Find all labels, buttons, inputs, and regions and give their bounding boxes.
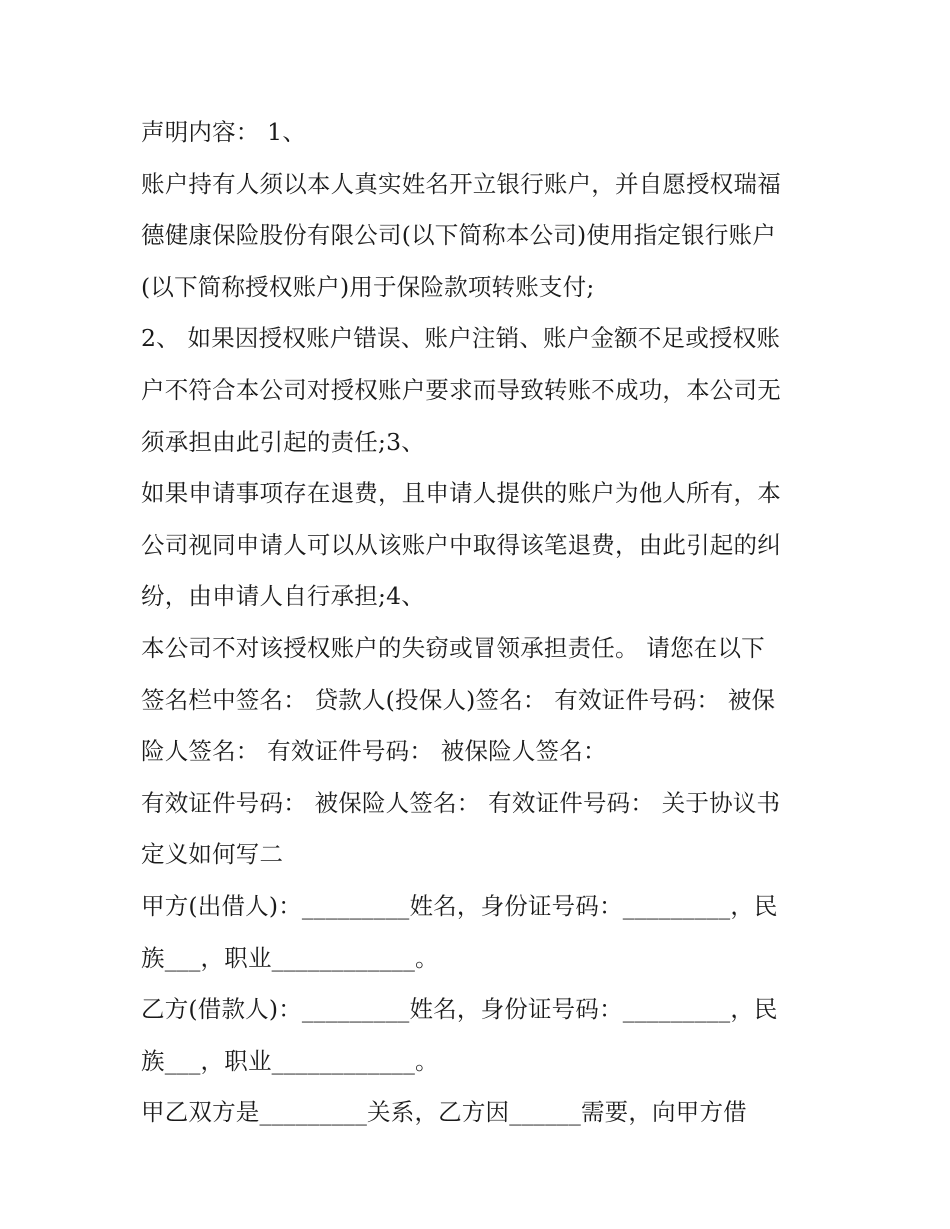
document-body [141,107,821,1139]
text-line: 2、 如果因授权账户错误、账户注销、账户金额不足或授权账 [141,324,781,353]
text-line: 户不符合本公司对授权账户要求而导致转账不成功，本公司无 [141,375,781,404]
text-line: 声明内容： 1、 [141,118,307,146]
text-line: 甲方(出借人)：_________姓名，身份证号码：_________，民 [141,891,778,920]
text-line: 定义如何写二 [141,840,284,869]
text-line: 须承担由此引起的责任;3、 [141,427,425,456]
text-line: 纷，由申请人自行承担;4、 [141,582,425,611]
text-line: 德健康保险股份有限公司(以下简称本公司)使用指定银行账户 [141,221,776,250]
text-line: (以下简称授权账户)用于保险款项转账支付; [141,272,595,301]
text-line: 甲乙双方是_________关系，乙方因______需要，向甲方借 [141,1098,747,1127]
text-line: 族___，职业____________。 [141,943,439,972]
text-line: 账户持有人须以本人真实姓名开立银行账户，并自愿授权瑞福 [141,169,781,198]
text-line: 本公司不对该授权账户的失窃或冒领承担责任。 请您在以下 [141,633,765,662]
text-line: 公司视同申请人可以从该账户中取得该笔退费，由此引起的纠 [141,530,781,559]
text-line: 险人签名： 有效证件号码： 被保险人签名： [141,737,607,766]
text-line: 有效证件号码： 被保险人签名： 有效证件号码： 关于协议书 [141,788,781,817]
text-line: 乙方(借款人)：_________姓名，身份证号码：_________，民 [141,995,778,1024]
text-line: 如果申请事项存在退费，且申请人提供的账户为他人所有，本 [141,479,781,508]
text-line: 族___，职业____________。 [141,1046,439,1075]
text-line: 签名栏中签名： 贷款人(投保人)签名： 有效证件号码： 被保 [141,685,776,714]
